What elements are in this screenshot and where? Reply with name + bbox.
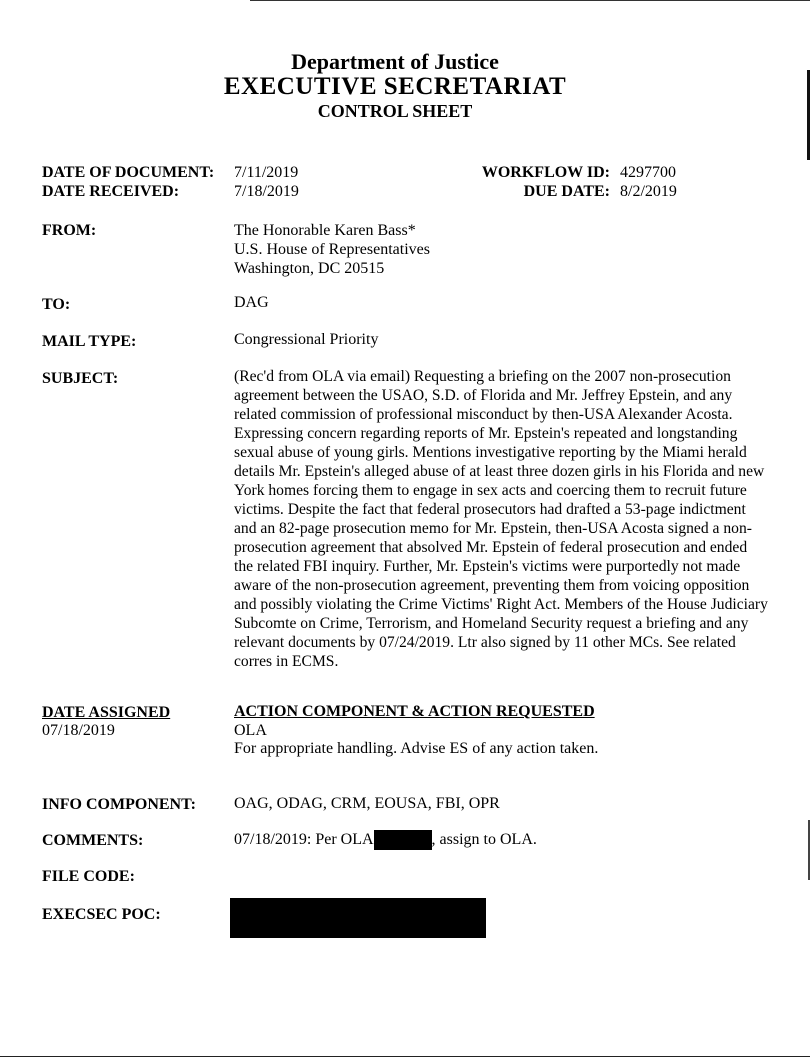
comments-value: [234, 830, 537, 850]
scan-edge-bottom: [0, 1056, 810, 1057]
action-component-value: OLA: [234, 722, 267, 739]
file-code-label: FILE CODE:: [42, 868, 135, 885]
from-name: The Honorable Karen Bass*: [234, 222, 416, 239]
date-received-value: 7/18/2019: [234, 183, 299, 200]
info-component-value: OAG, ODAG, CRM, EOUSA, FBI, OPR: [234, 795, 500, 812]
to-value: DAG: [234, 294, 269, 311]
comments-prefix: 07/18/2019: Per OLA: [234, 831, 374, 848]
workflow-id-value: 4297700: [620, 164, 676, 181]
date-received-label: DATE RECEIVED:: [42, 183, 180, 200]
office-title: EXECUTIVE SECRETARIAT: [223, 73, 567, 100]
action-requested-value: For appropriate handling. Advise ES of any action taken.: [234, 740, 599, 757]
scan-edge-top: [250, 0, 810, 1]
workflow-id-label: WORKFLOW ID:: [481, 164, 610, 181]
sheet-title: CONTROL SHEET: [317, 101, 473, 121]
from-address: Washington, DC 20515: [234, 260, 385, 277]
date-of-document-label: DATE OF DOCUMENT:: [42, 164, 215, 181]
subject-label: SUBJECT:: [42, 370, 119, 387]
due-date-value: 8/2/2019: [620, 183, 677, 200]
action-component-label: ACTION COMPONENT & ACTION REQUESTED: [234, 703, 595, 720]
mail-type-label: MAIL TYPE:: [42, 333, 137, 350]
from-organization: U.S. House of Representatives: [234, 241, 430, 258]
to-label: TO:: [42, 296, 71, 313]
info-component-label: INFO COMPONENT:: [42, 796, 196, 813]
date-assigned-label: DATE ASSIGNED: [42, 704, 171, 721]
date-assigned-value: 07/18/2019: [42, 722, 115, 739]
subject-text: (Rec'd from OLA via email) Requesting a briefing on the 2007 non-prosecution agreement between the USAO, S.D. of Florida and Mr. Jeffrey Epstein, and any related commission of professional misconduct by then-USA Alexander Acosta. Expressing concern regarding reports of Mr. Epstein's repeated and longstanding sexual abuse of young girls. Mentions investigative reporting by the Miami herald details Mr. Epstein's alleged abuse of at least three dozen girls in his Florida and new York homes forcing them to engage in sex acts and coercing them to recruit future victims. Despite the fact that federal prosecutors had drafted a 53-page indictment and an 82-page prosecution memo for Mr. Epstein, then-USA Acosta signed a non-prosecution agreement that absolved Mr. Epstein of federal prosecution and ended the related FBI inquiry. Further, Mr. Epstein's victims were purportedly not made aware of the non-prosecution agreement, preventing them from voicing opposition and possibly violating the Crime Victims' Right Act. Members of the House Judiciary Subcomte on Crime, Terrorism, and Homeland Security request a briefing and any relevant documents by 07/24/2019. Ltr also signed by 11 other MCs. See related corres in ECMS.: [234, 368, 768, 670]
mail-type-value: Congressional Priority: [234, 331, 379, 348]
comments-suffix: , assign to OLA.: [431, 831, 537, 848]
comments-redaction-box: [374, 830, 432, 850]
due-date-label: DUE DATE:: [523, 183, 610, 200]
execsec-poc-redaction-box: [230, 898, 486, 938]
execsec-poc-label: EXECSEC POC:: [42, 906, 161, 923]
date-of-document-value: 7/11/2019: [234, 164, 299, 181]
comments-label: COMMENTS:: [42, 832, 144, 849]
department-title: Department of Justice: [291, 49, 499, 74]
from-label: FROM:: [42, 222, 97, 239]
